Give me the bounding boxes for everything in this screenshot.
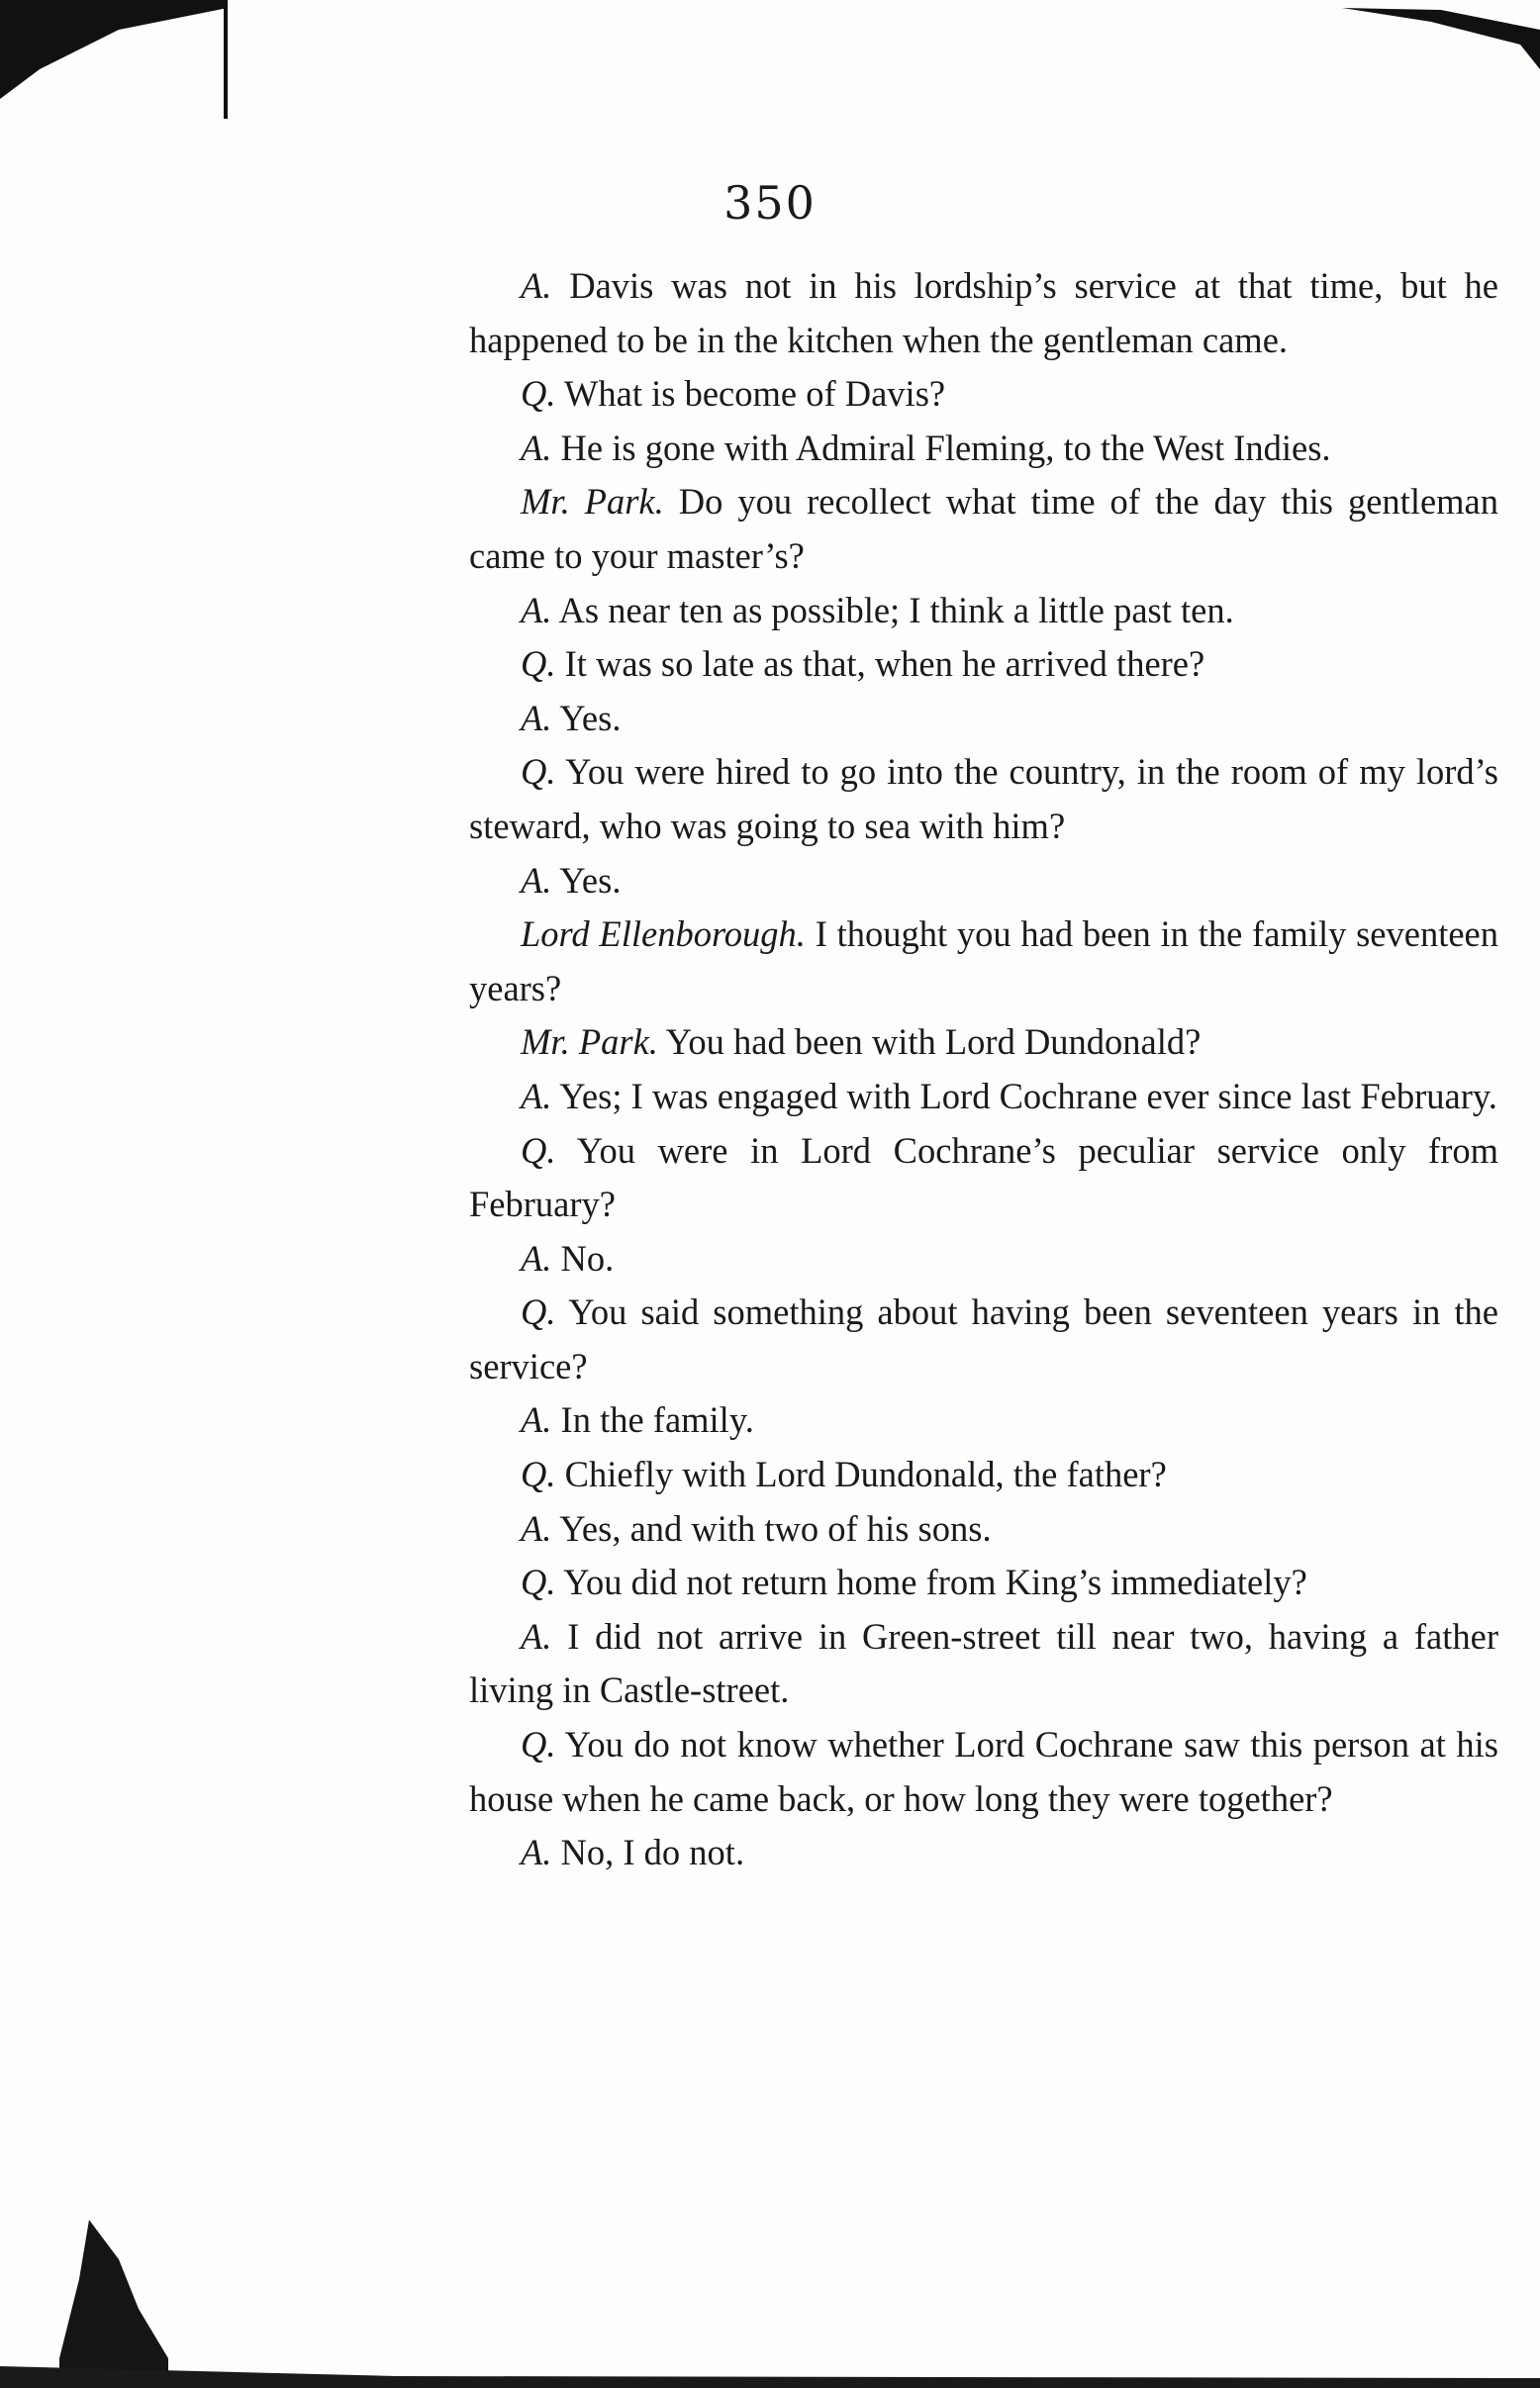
paragraph-text: You did not return home from King’s immediately? (563, 1562, 1307, 1603)
paragraph (469, 367, 1498, 422)
paragraph-text: You said something about having been seventeen years in the service? (469, 1291, 1498, 1386)
paragraph-text: Yes; I was engaged with Lord Cochrane ever since last February. (559, 1075, 1497, 1116)
paragraph-text: Yes, and with two of his sons. (559, 1507, 992, 1549)
speaker-label: Q. (521, 751, 556, 793)
speaker-label: A. (521, 1237, 552, 1279)
paragraph (469, 907, 1498, 1015)
speaker-label: A. (521, 1399, 552, 1441)
paragraph-text: Chiefly with Lord Dundonald, the father? (564, 1454, 1167, 1495)
paragraph (469, 692, 1498, 746)
paragraph (469, 584, 1498, 638)
speaker-label: A. (521, 859, 552, 901)
speaker-label: Q. (521, 643, 556, 685)
speaker-label: Q. (521, 1724, 556, 1766)
paragraph-text: He is gone with Admiral Fleming, to the West Indies. (560, 427, 1331, 468)
speaker-label: A. (521, 1507, 552, 1549)
speaker-label: A. (521, 1615, 552, 1657)
paragraph-text: I thought you had been in the family seventeen years? (469, 913, 1498, 1008)
paragraph-text: I did not arrive in Green-street till near two, having a father living in Castle-street. (469, 1615, 1499, 1711)
paragraph-text: You had been with Lord Dundonald? (665, 1021, 1202, 1063)
paragraph-text: No, I do not. (560, 1832, 745, 1873)
paragraph-text: What is become of Davis? (563, 373, 946, 415)
paragraph (469, 1448, 1498, 1502)
paragraph (469, 1502, 1498, 1557)
speaker-label: A. (521, 589, 552, 630)
scan-shadow-bottom-edge (0, 2348, 1540, 2388)
scan-shadow-top-right (1322, 0, 1540, 69)
speaker-label: Mr. Park. (521, 1021, 658, 1063)
speaker-label: Q. (521, 1562, 556, 1603)
speaker-label: Q. (521, 1129, 556, 1171)
paragraph (469, 475, 1498, 583)
paragraph (469, 422, 1498, 476)
paragraph-text: Do you recollect what time of the day this gentleman came to your master’s? (469, 481, 1498, 576)
speaker-label: A. (521, 427, 552, 468)
speaker-label: Mr. Park. (521, 481, 664, 523)
paragraph-text: No. (560, 1237, 615, 1279)
paragraph (469, 1232, 1498, 1287)
speaker-label: Q. (521, 1454, 556, 1495)
paragraph-text: In the family. (560, 1399, 754, 1441)
paragraph (469, 259, 1498, 367)
speaker-label: A. (521, 265, 552, 306)
testimony-text (469, 259, 1498, 1880)
paragraph (469, 1556, 1498, 1610)
paragraph-text: You do not know whether Lord Cochrane saw this person at his house when he came back, or how long they were together? (469, 1724, 1498, 1819)
paragraph-text: Yes. (559, 697, 622, 738)
paragraph (469, 1393, 1498, 1448)
paragraph-text: It was so late as that, when he arrived there? (564, 643, 1205, 685)
paragraph-text: As near ten as possible; I think a little past ten. (558, 589, 1234, 630)
paragraph (469, 745, 1498, 853)
speaker-label: Q. (521, 373, 556, 415)
scan-shadow-top-left (0, 0, 228, 119)
paragraph-text: Davis was not in his lordship’s service at that time, but he happened to be in the kitchen when the gentleman came. (469, 265, 1499, 360)
paragraph-text: You were hired to go into the country, in the room of my lord’s steward, who was going to sea with him? (469, 751, 1498, 846)
speaker-label: Lord Ellenborough. (521, 913, 806, 955)
paragraph (469, 1124, 1498, 1232)
paragraph (469, 854, 1498, 908)
speaker-label: Q. (521, 1291, 556, 1333)
speaker-label: A. (521, 697, 552, 738)
paragraph (469, 1070, 1498, 1124)
speaker-label: A. (521, 1075, 552, 1116)
paragraph-text: You were in Lord Cochrane’s peculiar service only from February? (469, 1129, 1498, 1225)
paragraph-text: Yes. (559, 859, 622, 901)
page-number: 350 (723, 176, 817, 230)
speaker-label: A. (521, 1832, 552, 1873)
paragraph (469, 1286, 1498, 1393)
paragraph (469, 1015, 1498, 1070)
paragraph (469, 1826, 1498, 1880)
paragraph (469, 637, 1498, 692)
paragraph (469, 1610, 1498, 1718)
paragraph (469, 1718, 1498, 1826)
